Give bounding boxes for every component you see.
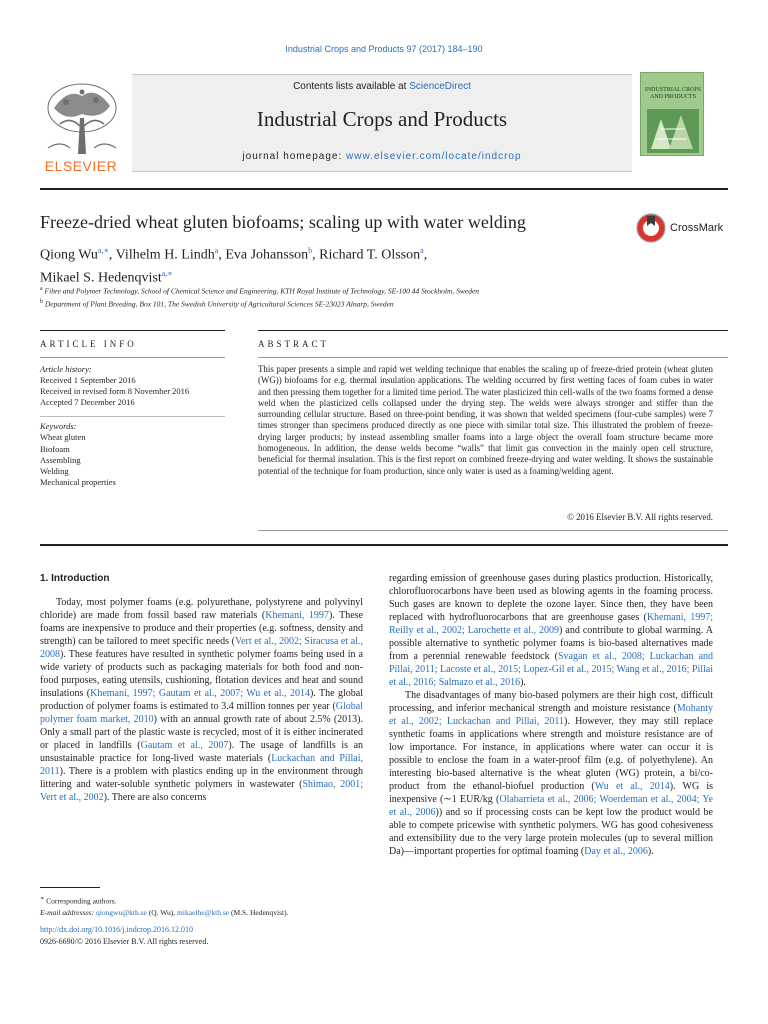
elsevier-logo	[40, 78, 122, 172]
intro-paragraph	[40, 596, 363, 804]
history-item: Received 1 September 2016	[40, 375, 136, 385]
body-text: ). The global production of polymer foams is estimated to 3.4 million tonnes per year (	[40, 688, 363, 712]
author-list	[40, 242, 640, 287]
sciencedirect-link[interactable]: ScienceDirect	[409, 81, 471, 92]
affiliation-item	[40, 284, 720, 297]
citation-link[interactable]: Mohanty et al., 2002; Luckachan and Pillai, 2011	[389, 703, 713, 727]
footnote-rule	[40, 887, 100, 888]
journal-name: Industrial Crops and Products	[256, 107, 508, 131]
cover-title	[643, 87, 703, 101]
keyword-item: Wheat gluten	[40, 432, 86, 443]
body-text: )) and so if processing costs can be kept low the product would be able to compete pricewise with synthetic polymers. WG has good cohesiveness and extensibility due to the very large protein molecules (up to several million Da)—important properties for optimal foaming (	[389, 807, 713, 857]
email-line	[40, 907, 380, 918]
body-text: ). There is a problem with plastics ending up in the environment through littering and water-soluble synthetic polymers in wastewater (	[40, 766, 363, 790]
body-text: ). However, they may still replace synthetic foams in applications where strength and moisture resistance are of low importance. For instance, in applications where water can occur it is possible to enclose the foam in a water-proof film (e.g. of polyethylene). An interesting bio-based alternative is the wheat gluten (WG) protein, a bi/co-product from the ethanol-biofuel production (	[389, 716, 713, 792]
affiliation-list	[40, 284, 720, 309]
author-affil-marker[interactable]: a,∗	[161, 268, 173, 278]
section-heading-introduction: 1. Introduction	[40, 573, 110, 584]
body-text: ).	[647, 846, 654, 857]
author-affil-marker[interactable]: a,∗	[97, 246, 109, 255]
history-label: Article history:	[40, 364, 92, 374]
author-affil-marker[interactable]: a	[214, 246, 219, 255]
abstract-text: This paper presents a simple and rapid wet welding technique that enables the scaling up of freeze-dried protein (wheat gluten (WG)) biofoams for e.g. thermal insulation applications. The welding occurred by first wetting faces of foam cubes in water and then pressing them together for a limited time period. The water plasticized thin cell-walls of the two foams formed a dense weld when the plasticized cells collapsed under the drying step. The welds were always stronger and stiffer than the surrounding cellular structure. Based on three-point bending, it was shown that welded specimens (four-cube samples) were 7 times stronger than specimens produced directly as one piece with similar total size. This illustrated the problem of freeze-drying larger products; by instead assembling smaller foams into a large object the overall foam structure became more homogeneous. In addition, the dense welds become “walls” that limit gas convection in the mainly open cell structure, beneficial for thermal insulation. This is the first report on combined freeze-drying and water welding. It shows the sustainable potential of the technique for foam production, since only water is used as a foaming/welding agent.	[258, 364, 713, 476]
homepage-line	[132, 151, 632, 162]
crossmark-label: CrossMark	[670, 222, 724, 234]
email-link-hedenqvist[interactable]: mikaelhe@kth.se	[177, 907, 230, 917]
article-info-heading: ARTICLE INFO	[40, 339, 137, 349]
keyword-item: Assembling	[40, 454, 81, 465]
citation-link[interactable]: Global polymer foam market, 2010	[40, 701, 363, 725]
intro-paragraph-continued	[389, 572, 713, 689]
body-text: regarding emission of greenhouse gases during plastics production. Historically, chlorofluorocarbons have been used as blowing agents in the foaming process. Such gases are known to deplete the ozone layer. Since then, they have been replaced with hydrofluorocarbons that are greenhouse gases (	[389, 573, 713, 623]
body-text: ). WG is inexpensive (∼1 EUR/kg (	[389, 781, 713, 805]
citation-link[interactable]: Vert et al., 2002; Siracusa et al., 2008	[40, 636, 363, 660]
email-link-wu[interactable]: qiongwu@kth.se	[95, 907, 147, 917]
email-owner-hedenqvist: (M.S. Hedenqvist).	[229, 907, 289, 917]
author-separator: ,	[312, 247, 320, 263]
author-affil-marker[interactable]: b	[308, 246, 313, 255]
affiliation-marker: a	[40, 286, 43, 292]
body-text: ).	[520, 677, 526, 688]
cover-title-line-2: AND PRODUCTS	[650, 94, 696, 100]
keywords-label: Keywords:	[40, 421, 77, 431]
author-separator: ,	[218, 247, 226, 263]
article-history	[40, 364, 240, 408]
body-text: ) with an annual growth rate of about 2.5% (2013). Only a small part of the plastic waste is recycled, most of it is either incinerated or placed in landfills (	[40, 714, 363, 751]
journal-citation[interactable]: Industrial Crops and Products 97 (2017) 184–190	[285, 44, 483, 54]
keyword-item: Mechanical properties	[40, 477, 116, 488]
contents-line	[132, 81, 632, 92]
body-column-right	[389, 572, 713, 858]
author-name[interactable]: Vilhelm H. Lindh	[115, 247, 215, 263]
email-owner-wu: (Q. Wu),	[146, 907, 178, 917]
citation-link[interactable]: Wu et al., 2014	[594, 781, 670, 792]
citation-link[interactable]: Shimao, 2001; Vert et al., 2002	[40, 779, 363, 803]
citation-link[interactable]: Khemani, 1997; Reilly et al., 2002; Larochette et al., 2009	[389, 612, 713, 636]
body-text: ) and contribute to global warming. A possible alternative to synthetic polymer foams is bio-based alternatives made from a perennial renewable feedstock (	[389, 625, 713, 662]
abstract-heading: ABSTRACT	[258, 339, 330, 349]
body-divider	[40, 544, 728, 546]
corresponding-marker: ∗	[40, 895, 45, 902]
issn-copyright: 0926-6690/© 2016 Elsevier B.V. All rights reserved.	[40, 937, 209, 946]
author-name[interactable]: Richard T. Olsson	[319, 247, 421, 263]
header-divider	[40, 188, 728, 190]
article-info-sub-rule	[40, 357, 225, 358]
body-text: Today, most polymer foams (e.g. polyurethane, polystyrene and polyvinyl chloride) are made from fossil based raw materials (	[40, 597, 363, 621]
crossmark-icon	[636, 212, 666, 246]
corresponding-footnote	[40, 893, 380, 918]
body-text: ). These foams are inexpensive to produce and their properties (e.g. softness, density and strength) can be tailored to meet specific needs (	[40, 610, 364, 647]
abstract-top-rule	[258, 330, 728, 331]
corresponding-note	[40, 893, 380, 907]
homepage-prefix: journal homepage:	[242, 151, 347, 162]
cover-art-icon	[647, 109, 699, 153]
citation-link[interactable]: Gautam et al., 2007	[140, 740, 229, 751]
affiliation-item	[40, 297, 720, 310]
author-name[interactable]: Mikael S. Hedenqvist	[40, 270, 162, 286]
body-text: ). The usage of landfills is an unsustainable practice for long-lived waste materials (	[40, 740, 364, 764]
body-text: ). These features have resulted in synthetic polymer foams being used in a wide variety of products such as packaging materials for both food and non-food purposes, eating utensils, cushioning, flotation devices and heat and sound insulations (	[40, 649, 363, 699]
intro-paragraph	[389, 689, 713, 858]
citation-link[interactable]: Svagan et al., 2008; Luckachan and Pillai, 2011; Lacoste et al., 2015; Lopez-Gil et al., 2015; Wang et al., 2016; Pillai et al., 2016; Salmazo et al., 2016	[389, 651, 714, 688]
contents-prefix: Contents lists available at	[293, 81, 410, 92]
journal-masthead	[40, 64, 728, 172]
article-title: Freeze-dried wheat gluten biofoams; scaling up with water welding	[40, 212, 526, 232]
journal-homepage-link[interactable]: www.elsevier.com/locate/indcrop	[346, 151, 522, 162]
keywords-divider	[40, 416, 225, 417]
author-separator: ,	[108, 247, 116, 263]
citation-link[interactable]: Khemani, 1997	[265, 610, 329, 621]
author-name[interactable]: Qiong Wu	[40, 247, 98, 263]
affiliation-text: Fibre and Polymer Technology, School of Chemical Science and Engineering, KTH Royal Institute of Technology, SE-100 44 Stockholm, Sweden	[44, 286, 480, 296]
abstract-sub-rule	[258, 357, 728, 358]
cover-title-line-1: INDUSTRIAL CROPS	[644, 87, 702, 93]
elsevier-tree-icon	[40, 78, 122, 156]
history-item: Accepted 7 December 2016	[40, 397, 135, 407]
doi-link[interactable]: http://dx.doi.org/10.1016/j.indcrop.2016.12.010	[40, 925, 193, 934]
affiliation-text: Department of Plant Breeding, Box 101, The Swedish University of Agricultural Sciences SE-23023 Alnarp, Sweden	[44, 299, 394, 308]
journal-cover-thumbnail[interactable]	[640, 72, 704, 156]
abstract-copyright: © 2016 Elsevier B.V. All rights reserved.	[567, 512, 713, 522]
affiliation-marker: b	[40, 298, 43, 305]
history-item: Received in revised form 8 November 2016	[40, 386, 190, 396]
corresponding-label: Corresponding authors.	[46, 896, 117, 906]
body-column-left	[40, 572, 363, 804]
article-info-top-rule	[40, 330, 225, 331]
author-affil-marker[interactable]: a	[420, 246, 424, 255]
citation-link[interactable]: Olabarrieta et al., 2006; Woerdeman et al., 2004; Ye et al., 2006	[389, 794, 713, 818]
citation-link[interactable]: Day et al., 2006	[584, 846, 648, 857]
email-label: E-mail addresses:	[40, 907, 96, 917]
citation-link[interactable]: Luckachan and Pillai, 2011	[40, 753, 363, 777]
publisher-name: ELSEVIER	[44, 158, 118, 174]
author-name[interactable]: Eva Johansson	[225, 247, 309, 263]
keyword-item: Biofoam	[40, 443, 70, 454]
crossmark-button[interactable]	[636, 212, 728, 246]
abstract-bottom-rule	[258, 530, 728, 531]
keyword-item: Welding	[40, 466, 69, 477]
body-text: The disadvantages of many bio-based polymers are their high cost, difficult processing, and inferior mechanical strength and moisture resistance (	[389, 690, 713, 714]
citation-link[interactable]: Khemani, 1997; Gautam et al., 2007; Wu et al., 2014	[90, 688, 310, 699]
author-separator: ,	[423, 247, 428, 263]
journal-banner	[132, 74, 632, 172]
keywords-block	[40, 421, 240, 489]
body-text: ). There are also concerns	[103, 792, 207, 803]
